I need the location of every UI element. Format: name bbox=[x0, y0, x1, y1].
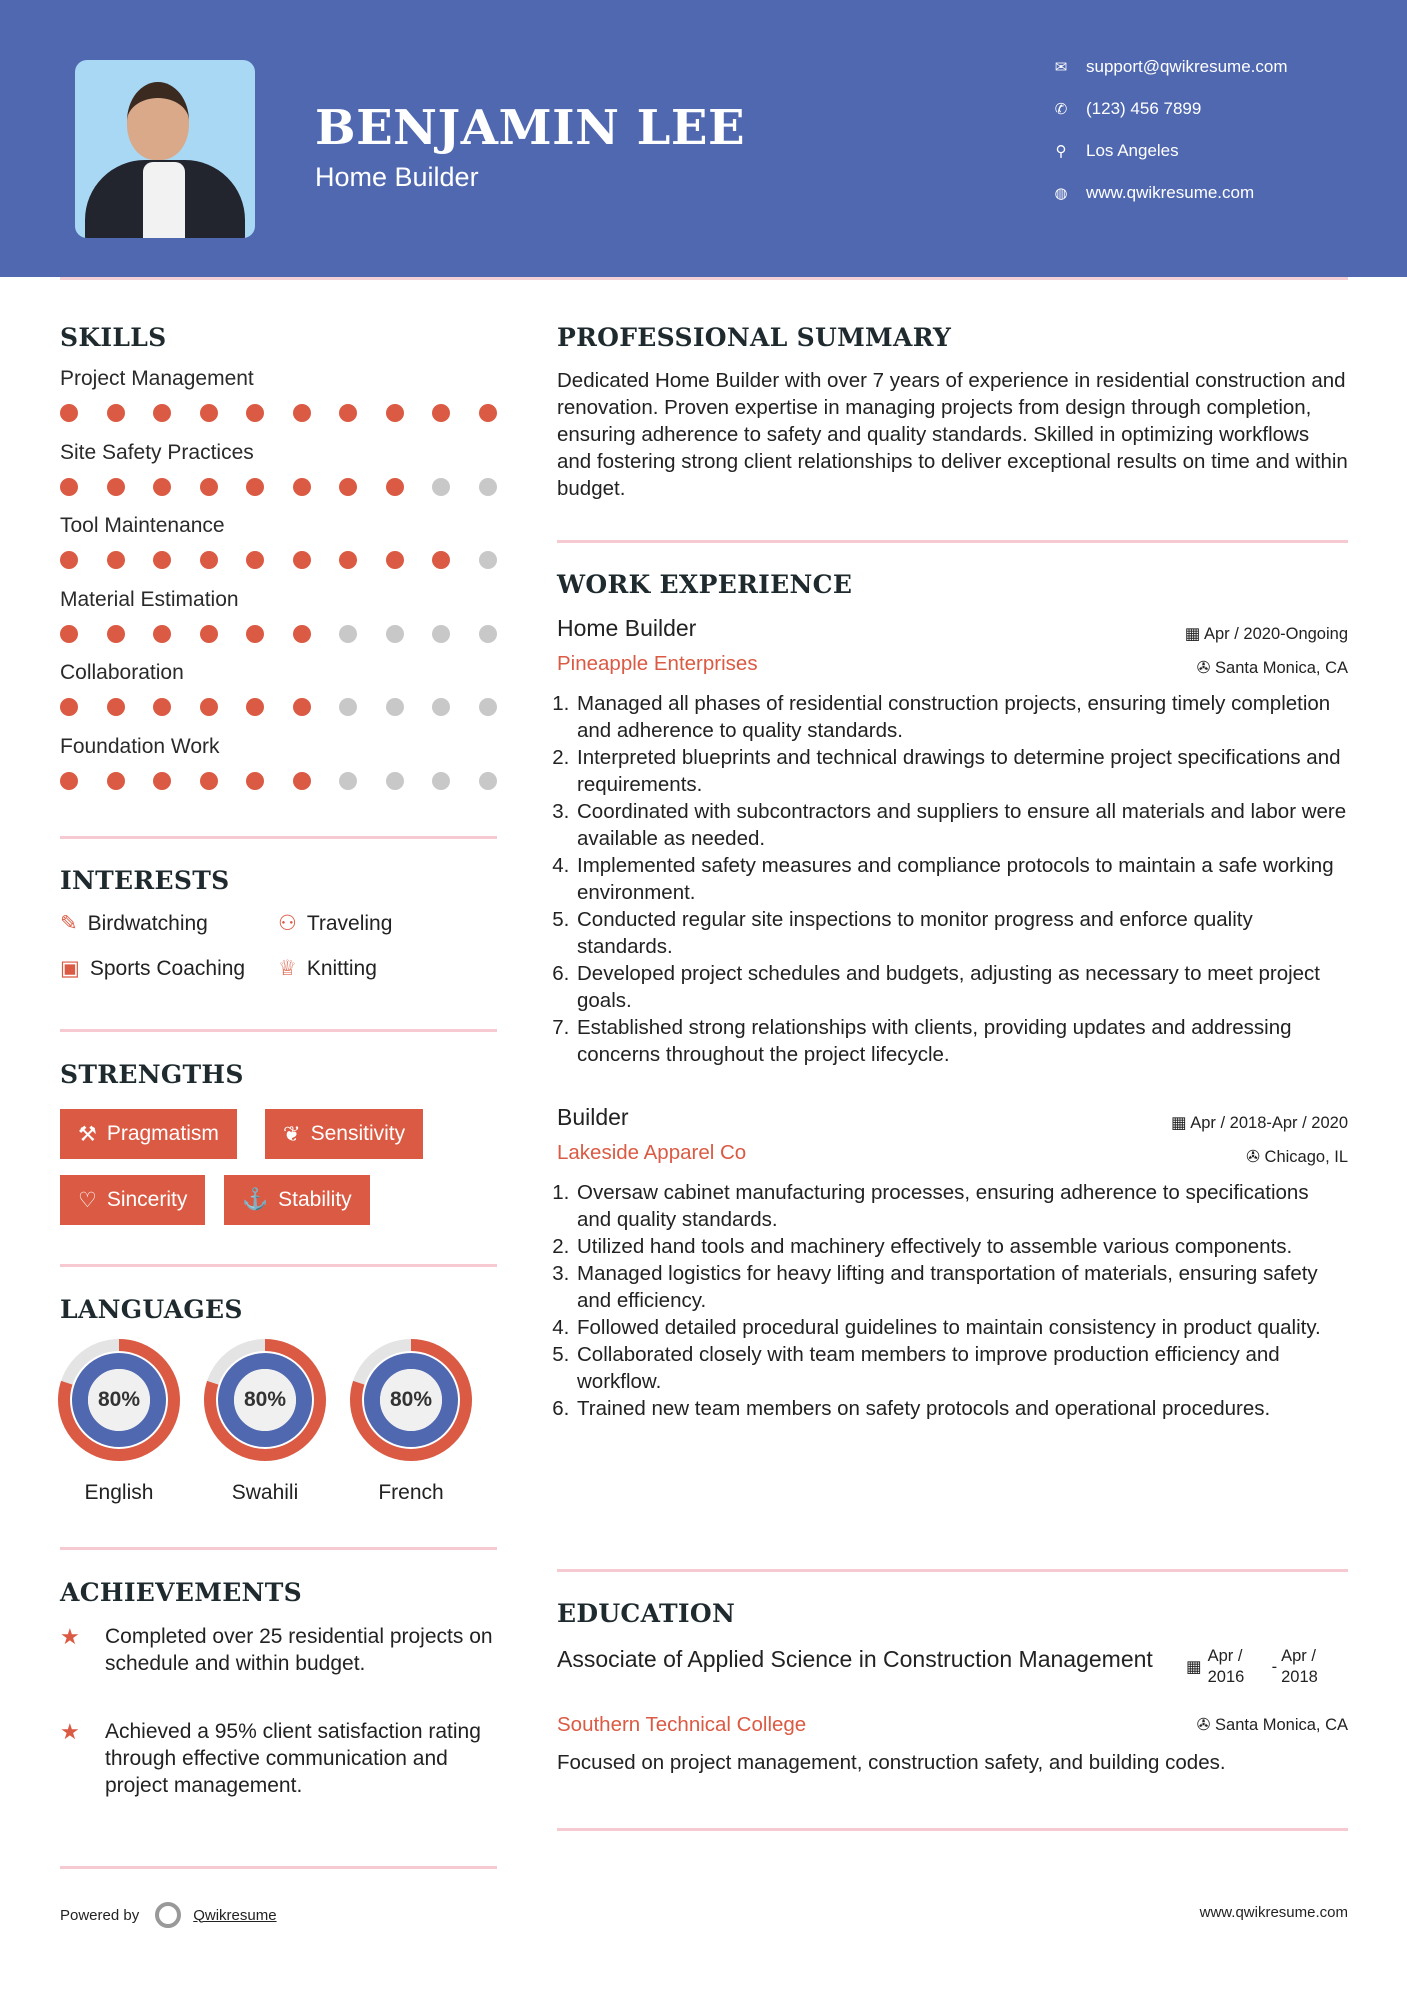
strength-label: Stability bbox=[278, 1188, 352, 1211]
header-divider bbox=[60, 277, 1348, 280]
job-bullet: 1. Oversaw cabinet manufacturing processes, ensuring adherence to specifications and quality standards. bbox=[575, 1179, 1348, 1233]
calendar-icon: ▦ bbox=[1184, 625, 1204, 643]
rating-dot-filled bbox=[293, 698, 311, 716]
skill-item bbox=[60, 367, 500, 422]
rating-dot-filled bbox=[339, 478, 357, 496]
rating-dot-filled bbox=[200, 551, 218, 569]
rating-dot-filled bbox=[200, 698, 218, 716]
job-bullet: 1. Managed all phases of residential construction projects, ensuring timely completion and adherence to quality standards. bbox=[575, 690, 1348, 744]
rating-dot-filled bbox=[107, 404, 125, 422]
skill-rating bbox=[60, 478, 497, 496]
rating-dot-filled bbox=[339, 551, 357, 569]
strengths-title: STRENGTHS bbox=[60, 1060, 244, 1089]
skill-rating bbox=[60, 551, 497, 569]
rating-dot-filled bbox=[200, 404, 218, 422]
rating-dot-filled bbox=[293, 551, 311, 569]
rating-dot-empty bbox=[386, 698, 404, 716]
envelope-icon: ✉ bbox=[1054, 59, 1068, 76]
job-dates bbox=[1185, 624, 1348, 644]
job-bullet: 3. Coordinated with subcontractors and suppliers to ensure all materials and labor were available as needed. bbox=[575, 798, 1348, 852]
rating-dot-empty bbox=[479, 625, 497, 643]
rating-dot-filled bbox=[339, 404, 357, 422]
skill-item bbox=[60, 735, 500, 790]
star-icon: ★ bbox=[60, 1719, 80, 1744]
strength-tag bbox=[224, 1175, 370, 1225]
qwikresume-logo-icon bbox=[155, 1902, 181, 1928]
dates-text: Apr / 2020-Ongoing bbox=[1203, 625, 1348, 643]
rating-dot-filled bbox=[60, 625, 78, 643]
strength-label: Pragmatism bbox=[106, 1122, 219, 1145]
contact-email[interactable] bbox=[1050, 57, 1288, 77]
language-percent: 80% bbox=[243, 1388, 287, 1411]
job-bullet: 6. Trained new team members on safety protocols and operational procedures. bbox=[575, 1395, 1348, 1422]
profile-photo bbox=[75, 60, 255, 238]
rating-dot-filled bbox=[386, 551, 404, 569]
rating-dot-filled bbox=[60, 478, 78, 496]
job-bullet: 4. Followed detailed procedural guidelines to maintain consistency in product quality. bbox=[575, 1314, 1348, 1341]
calendar-icon: ▦ bbox=[1186, 1658, 1202, 1676]
company-name: Lakeside Apparel Co bbox=[557, 1141, 747, 1164]
rating-dot-filled bbox=[432, 551, 450, 569]
contact-text: support@qwikresume.com bbox=[1086, 57, 1288, 76]
strength-tag bbox=[60, 1175, 205, 1225]
contact-phone[interactable] bbox=[1050, 99, 1201, 119]
skill-label: Project Management bbox=[60, 367, 254, 390]
rating-dot-filled bbox=[293, 478, 311, 496]
skill-item bbox=[60, 441, 500, 496]
rating-dot-filled bbox=[107, 625, 125, 643]
strength-tag bbox=[265, 1109, 423, 1159]
strength-tag bbox=[60, 1109, 237, 1159]
rating-dot-filled bbox=[60, 551, 78, 569]
divider bbox=[60, 836, 497, 839]
dates-text: Apr / 2018-Apr / 2020 bbox=[1190, 1114, 1348, 1132]
education-dates bbox=[1186, 1646, 1341, 1688]
summary-text: Dedicated Home Builder with over 7 years of experience in residential construction and renovation. Proven expertise in managing projects from design through completion, ensuring adherence to safety and quality standards. Skilled in optimizing workflows and fostering strong client relationships to deliver exceptional results on time and within budget. bbox=[557, 369, 1348, 500]
job-bullet: 5. Conducted regular site inspections to monitor progress and enforce quality standards. bbox=[575, 906, 1348, 960]
rating-dot-empty bbox=[479, 478, 497, 496]
language-label: English bbox=[84, 1481, 154, 1504]
rating-dot-filled bbox=[200, 625, 218, 643]
rating-dot-filled bbox=[60, 404, 78, 422]
strength-label: Sensitivity bbox=[310, 1122, 406, 1145]
rating-dot-filled bbox=[200, 478, 218, 496]
edit-icon: ✎ bbox=[60, 912, 78, 935]
rating-dot-filled bbox=[293, 404, 311, 422]
education-description: Focused on project management, construction safety, and building codes. bbox=[557, 1751, 1226, 1774]
rating-dot-empty bbox=[386, 772, 404, 790]
job-dates bbox=[1171, 1113, 1348, 1133]
language-item bbox=[349, 1338, 473, 1505]
rating-dot-filled bbox=[60, 698, 78, 716]
rating-dot-filled bbox=[386, 478, 404, 496]
job-bullet: 5. Collaborated closely with team members to improve production efficiency and workflow. bbox=[575, 1341, 1348, 1395]
language-item bbox=[57, 1338, 181, 1505]
job-title: Builder bbox=[557, 1104, 629, 1130]
star-icon: ★ bbox=[60, 1624, 80, 1649]
rating-dot-empty bbox=[432, 625, 450, 643]
rating-dot-filled bbox=[246, 772, 264, 790]
language-item bbox=[203, 1338, 327, 1505]
contact-text: Los Angeles bbox=[1086, 141, 1179, 160]
rating-dot-empty bbox=[479, 551, 497, 569]
divider bbox=[60, 1547, 497, 1550]
interest-label: Birdwatching bbox=[87, 911, 208, 935]
divider bbox=[557, 1569, 1348, 1572]
location-text: Santa Monica, CA bbox=[1215, 1716, 1348, 1734]
calendar-icon: ▦ bbox=[1170, 1114, 1191, 1132]
skill-rating bbox=[60, 772, 497, 790]
divider bbox=[557, 540, 1348, 543]
job-bullet: 6. Developed project schedules and budgets, adjusting as necessary to meet project goals. bbox=[575, 960, 1348, 1014]
job-location bbox=[1246, 1147, 1348, 1167]
rating-dot-filled bbox=[60, 772, 78, 790]
rating-dot-filled bbox=[153, 698, 171, 716]
rating-dot-filled bbox=[246, 551, 264, 569]
skill-item bbox=[60, 514, 500, 569]
suitcase-icon: ▣ bbox=[60, 957, 80, 980]
achievement-item bbox=[60, 1623, 500, 1677]
rating-dot-empty bbox=[432, 698, 450, 716]
brand-link[interactable]: Qwikresume bbox=[193, 1906, 277, 1924]
rating-dot-filled bbox=[153, 404, 171, 422]
candidate-name: BENJAMIN LEE bbox=[315, 100, 746, 156]
interest-label: Traveling bbox=[306, 911, 393, 935]
pushpin-icon: ✇ bbox=[1196, 1716, 1216, 1734]
rating-dot-filled bbox=[293, 625, 311, 643]
rating-dot-filled bbox=[246, 478, 264, 496]
education-title: EDUCATION bbox=[557, 1599, 736, 1628]
start-date: Apr / 2016 bbox=[1207, 1647, 1245, 1686]
rating-dot-filled bbox=[107, 478, 125, 496]
language-label: Swahili bbox=[231, 1481, 299, 1504]
rating-dot-empty bbox=[339, 698, 357, 716]
language-label: French bbox=[378, 1481, 444, 1504]
education-location bbox=[1197, 1715, 1348, 1735]
languages-title: LANGUAGES bbox=[60, 1295, 243, 1324]
rating-dot-filled bbox=[246, 625, 264, 643]
rating-dot-filled bbox=[246, 698, 264, 716]
rating-dot-empty bbox=[479, 698, 497, 716]
rating-dot-empty bbox=[386, 625, 404, 643]
skill-rating bbox=[60, 698, 497, 716]
pushpin-icon: ✇ bbox=[1196, 659, 1216, 677]
date-separator: - bbox=[1271, 1657, 1278, 1676]
candidate-role: Home Builder bbox=[315, 162, 479, 192]
skill-rating bbox=[60, 625, 497, 643]
rating-dot-filled bbox=[293, 772, 311, 790]
footer-powered bbox=[60, 1902, 277, 1928]
job-bullets bbox=[557, 1179, 1348, 1422]
strength-label: Sincerity bbox=[106, 1188, 188, 1211]
degree-title: Associate of Applied Science in Construction Management bbox=[557, 1646, 1153, 1672]
job-entry bbox=[557, 615, 1348, 1085]
achievement-item bbox=[60, 1718, 500, 1799]
achievement-text: Completed over 25 residential projects on schedule and within budget. bbox=[105, 1625, 493, 1675]
divider bbox=[557, 1828, 1348, 1831]
skill-label: Tool Maintenance bbox=[60, 514, 225, 537]
rating-dot-filled bbox=[107, 698, 125, 716]
rating-dot-empty bbox=[432, 478, 450, 496]
interest-item bbox=[278, 956, 377, 981]
rating-dot-filled bbox=[200, 772, 218, 790]
location-text: Chicago, IL bbox=[1264, 1148, 1348, 1166]
anchor-icon: ⚓ bbox=[242, 1188, 269, 1211]
job-bullet: 3. Managed logistics for heavy lifting and transportation of materials, ensuring safety and efficiency. bbox=[575, 1260, 1348, 1314]
rating-dot-empty bbox=[432, 772, 450, 790]
job-entry bbox=[557, 1104, 1348, 1524]
job-bullet: 2. Utilized hand tools and machinery effectively to assemble various components. bbox=[575, 1233, 1348, 1260]
interest-item bbox=[278, 911, 392, 936]
experience-title: WORK EXPERIENCE bbox=[557, 570, 853, 599]
interest-label: Sports Coaching bbox=[89, 956, 246, 980]
language-percent: 80% bbox=[389, 1388, 433, 1411]
skill-label: Site Safety Practices bbox=[60, 440, 254, 464]
gavel-icon: ⚒ bbox=[78, 1122, 97, 1146]
skills-title: SKILLS bbox=[60, 323, 167, 352]
interests-title: INTERESTS bbox=[60, 866, 230, 895]
footer-website[interactable]: www.qwikresume.com bbox=[1199, 1904, 1348, 1921]
interest-item bbox=[60, 911, 208, 936]
pushpin-icon: ✇ bbox=[1246, 1148, 1265, 1166]
divider bbox=[60, 1029, 497, 1032]
skill-label: Foundation Work bbox=[60, 734, 220, 758]
location-text: Santa Monica, CA bbox=[1215, 659, 1348, 677]
contact-location bbox=[1050, 141, 1179, 161]
rating-dot-filled bbox=[386, 404, 404, 422]
job-title: Home Builder bbox=[557, 615, 697, 641]
divider bbox=[60, 1264, 497, 1267]
job-bullets bbox=[557, 690, 1348, 1068]
job-bullet: 2. Interpreted blueprints and technical drawings to determine project specifications and requirements. bbox=[575, 744, 1348, 798]
job-location bbox=[1197, 658, 1348, 678]
skill-item bbox=[60, 661, 500, 716]
contact-website[interactable] bbox=[1050, 183, 1254, 203]
end-date: Apr / 2018 bbox=[1281, 1647, 1318, 1686]
leaf-icon: ❦ bbox=[283, 1122, 301, 1146]
rating-dot-filled bbox=[153, 551, 171, 569]
binoculars-icon: ⚇ bbox=[278, 912, 297, 935]
rating-dot-empty bbox=[339, 772, 357, 790]
powered-by-label: Powered by bbox=[60, 1906, 140, 1924]
skill-item bbox=[60, 588, 500, 643]
school-name: Southern Technical College bbox=[557, 1713, 807, 1736]
rating-dot-empty bbox=[479, 772, 497, 790]
skill-label: Material Estimation bbox=[60, 587, 239, 611]
interest-item bbox=[60, 956, 245, 981]
contact-text: www.qwikresume.com bbox=[1086, 183, 1255, 202]
contact-text: (123) 456 7899 bbox=[1086, 99, 1202, 118]
achievement-text: Achieved a 95% client satisfaction rating through effective communication and project management. bbox=[105, 1720, 481, 1797]
rating-dot-filled bbox=[246, 404, 264, 422]
company-name: Pineapple Enterprises bbox=[557, 652, 758, 675]
heart-icon: ♡ bbox=[78, 1188, 97, 1212]
achievements-title: ACHIEVEMENTS bbox=[60, 1578, 302, 1607]
rating-dot-filled bbox=[153, 625, 171, 643]
language-percent: 80% bbox=[97, 1388, 141, 1411]
divider bbox=[60, 1866, 497, 1869]
summary-title: PROFESSIONAL SUMMARY bbox=[557, 323, 952, 352]
globe-icon: ◍ bbox=[1054, 185, 1068, 202]
trophy-icon: ♕ bbox=[278, 957, 297, 980]
skill-rating bbox=[60, 404, 497, 422]
rating-dot-filled bbox=[107, 772, 125, 790]
rating-dot-filled bbox=[153, 478, 171, 496]
rating-dot-filled bbox=[107, 551, 125, 569]
skill-label: Collaboration bbox=[60, 661, 184, 684]
map-pin-icon: ⚲ bbox=[1055, 143, 1067, 160]
job-bullet: 4. Implemented safety measures and compliance protocols to maintain a safe working environment. bbox=[575, 852, 1348, 906]
rating-dot-empty bbox=[339, 625, 357, 643]
phone-icon: ✆ bbox=[1054, 101, 1068, 118]
job-bullet: 7. Established strong relationships with clients, providing updates and addressing concerns throughout the project lifecycle. bbox=[575, 1014, 1348, 1068]
interest-label: Knitting bbox=[306, 956, 377, 980]
rating-dot-filled bbox=[432, 404, 450, 422]
rating-dot-filled bbox=[153, 772, 171, 790]
rating-dot-filled bbox=[479, 404, 497, 422]
